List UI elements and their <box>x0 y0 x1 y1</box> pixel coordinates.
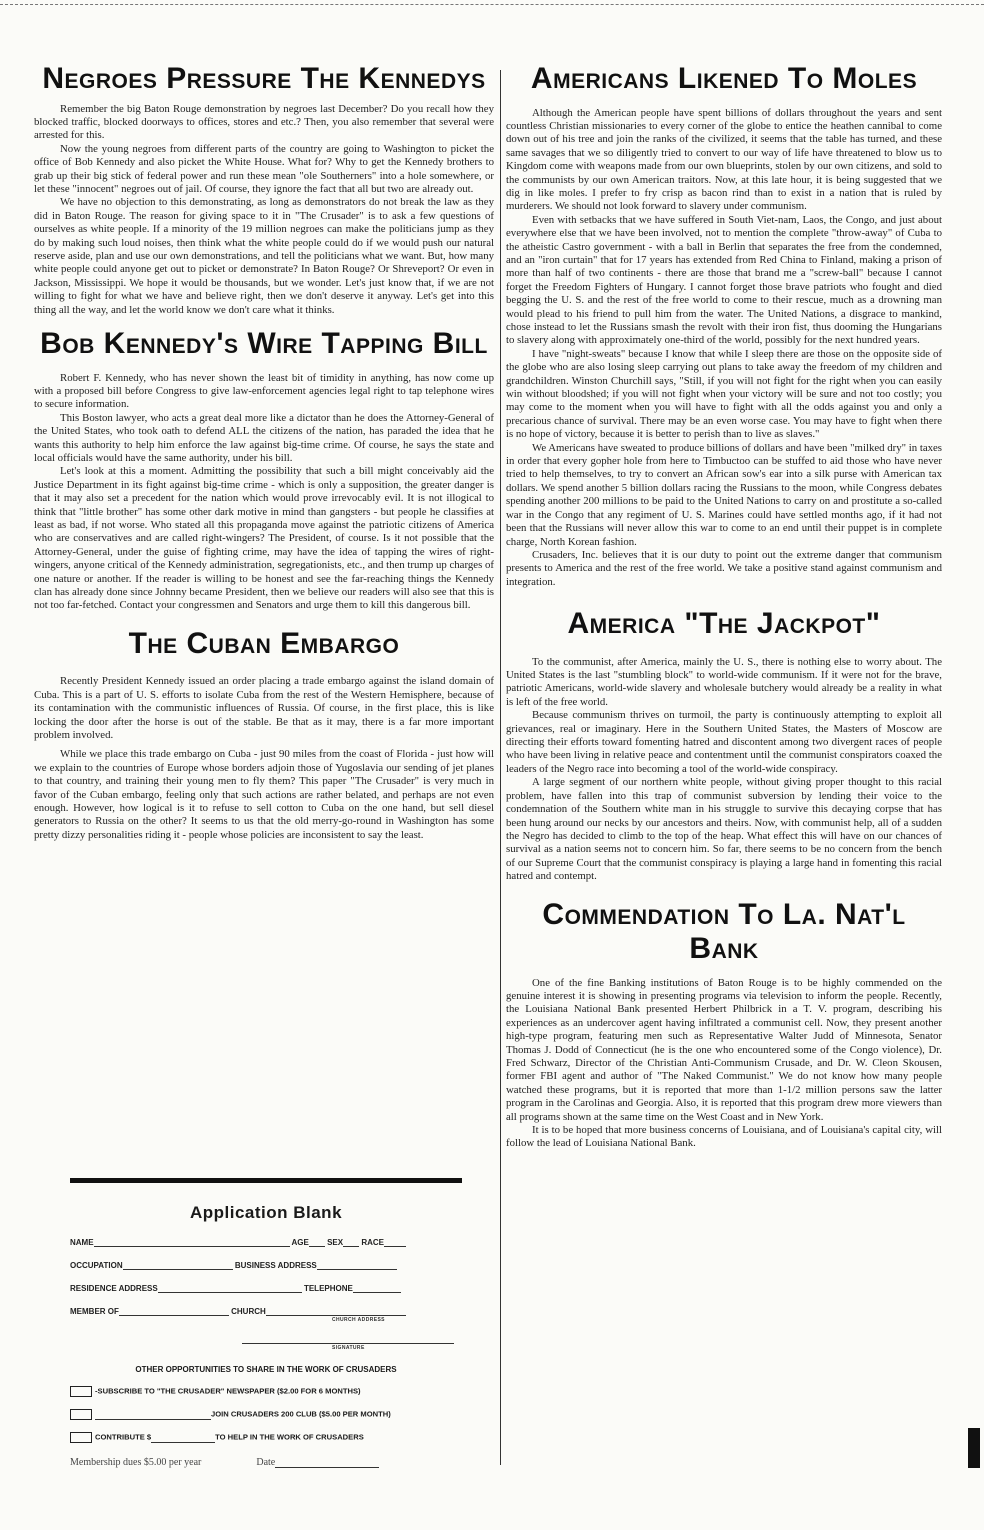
join-club-field[interactable] <box>95 1411 211 1420</box>
right-column <box>506 62 942 1151</box>
signature-line[interactable] <box>242 1337 454 1344</box>
age-field[interactable] <box>309 1237 325 1247</box>
telephone-label: TELEPHONE <box>303 1284 353 1293</box>
jackpot-paragraph: A large segment of our northern white people, without giving proper thought to this racial problem, have fallen into this trap of communist subversion by lending their voice to the condemnation of the Southern white man in his struggle to survive this decaying corpse that has been hung around our necks by our ancestors and theirs. Now, with communist help, all of a sudden the Negro has decided to climb to the top of the heap. What effect this will have on our chances of survival as a nation seems not to concern him. So far, there seems to be no concern from the bench of our Supreme Court that the communist conspiracy is playing a large hand in fomenting this racial hatred and contempt. <box>506 776 942 883</box>
contribute-field[interactable] <box>151 1434 215 1443</box>
moles-paragraph: I have "night-sweats" because I know that while I sleep there are those on the opposite side of the globe who are also losing sleep carrying out plans to take away the freedom of my children and grandchildren. Winston Churchill says, "Still, if you will not fight for the right when you can easily win without bloodshed; if you will not fight when your victory will be sure and not too costly; you may come to the moment when you will have to fight with all the odds against you and only a precarious chance of survival. There may be an even worse case. You may have to fight when there is no hope of victory, because it is better to perish than to live as slaves." <box>506 347 942 441</box>
name-field[interactable] <box>94 1237 290 1247</box>
signature-caption: SIGNATURE <box>332 1345 365 1351</box>
bank-paragraph: One of the fine Banking institutions of Baton Rouge is to be highly commended on the genuine interest it is showing in presenting programs via television to inform the people. Recently, the Louisiana National Bank presented Herbert Philbrick in a T. V. program, describing his experiences as an undercover agent having infiltrated a communist cell. Now, they present another high-type program, featuring men such as Representative Walter Judd of Minnesota, Senator Thomas J. Dodd of Connecticut (he is the one who encountered some of the Congo violence), Dr. Fred Schwarz, Director of the Christian Anti-Communism Crusade, and Dr. W. Cleon Skousen, former FBI agent and author of "The Naked Communist." We do not know how many people watched these programs, but it is reported that more than 1-1/2 million persons saw the latter program in the Carolinas and Georgia. Also, it is reported that this program drew more viewers than all programs shown at the same time on the West Coast and in New York. <box>506 976 942 1123</box>
opportunities-heading: OTHER OPPORTUNITIES TO SHARE IN THE WORK OF CRUSADERS <box>135 1365 397 1374</box>
cuban-paragraph: Recently President Kennedy issued an order placing a trade embargo against the island domain of Cuba. This is a part of U. S. efforts to isolate Cuba from the rest of the Western Hemisphere, because of its contamination with the communistic influences of Russia. Of course, in the first place, this is like locking the door after the horse is out of the stable. Be that as it may, there is a far more important problem involved. <box>34 675 494 741</box>
moles-paragraph: We Americans have sweated to produce billions of dollars and have been "milked dry" in taxes in order that every gopher hole from here to Timbuctoo can be stuffed to aid those who have never tried to help themselves, to try to convert an African sow's ear into a silk purse with American tax dollars. We spend another 5 billion dollars racing the Russians to the moon, while Congress debates spending another 200 millions to be paid to the United Nations to carry on and prostitute a so-called war in the Congo that any regiment of U. S. Marines could have settled months ago, if it had not been that the Russians will never allow this war to come to an end until their puppet is in complete charge, North Korean fashion. <box>506 441 943 548</box>
date-field[interactable] <box>275 1459 379 1468</box>
residence-row <box>70 1283 462 1293</box>
residence-address-label: RESIDENCE ADDRESS <box>70 1284 158 1293</box>
subscribe-option <box>70 1386 462 1397</box>
jackpot-paragraph: Because communism thrives on turmoil, the party is continuously attempting to exploit all grievances, real or imaginary. Here in the Southern United States, the Masters of Moscow are directing their efforts toward fomenting hatred and discontent among two divergent races of people who have been living in relative peace and contentment until the communist conspirators coaxed the leaders of the Negro race into becoming a tool of the world-wide conspiracy. <box>506 709 942 775</box>
wiretap-paragraph: Robert F. Kennedy, who has never shown the least bit of timidity in anything, has now come up with a proposed bill before Congress to give law-enforcement agencies legal right to tap telephone wires to secure information. <box>34 371 494 411</box>
top-border <box>0 4 984 5</box>
contribute-checkbox[interactable] <box>70 1432 92 1443</box>
member-of-label: MEMBER OF <box>70 1307 119 1316</box>
sex-label: SEX <box>327 1238 344 1247</box>
church-address-caption: CHURCH ADDRESS <box>332 1317 385 1323</box>
name-row <box>70 1237 462 1247</box>
dues-row <box>70 1457 462 1468</box>
subscribe-label: -SUBSCRIBE TO "THE CRUSADER" NEWSPAPER ($2.00 FOR 6 MONTHS) <box>95 1386 361 1396</box>
jackpot-paragraph: To the communist, after America, mainly the U. S., there is nothing else to worry about. The United States is the last "stumbling block" to world-wide communism. If it were not for the brave, patriotic Americans, world-wide slavery and wholesale butchery would already be a reality in what is left of the free world. <box>506 655 942 708</box>
occupation-field[interactable] <box>123 1260 233 1270</box>
contribute-option <box>70 1432 462 1443</box>
cuban-paragraph: While we place this trade embargo on Cuba - just 90 miles from the coast of Florida - just how will we explain to the countries of Europe whose borders adjoin those of Yugoslavia our sending of jet planes to that country, and training their young men to fly them? This paper "The Crusader" is very much in favor of the Cuban embargo, feeling only that such actions are rather belated, and perhaps are not even enough. However, how logical is it to refuse to sell cotton to Cuba on the one hand, but sell diesel generators to Russia on the other? It seems to us that the old merry-go-round in Washington has some pretty dizzy personalities riding it - people whose policies are inconsistent to say the least. <box>34 748 494 841</box>
column-divider <box>500 70 501 1465</box>
business-address-field[interactable] <box>317 1260 397 1270</box>
race-label: RACE <box>361 1238 384 1247</box>
join-club-checkbox[interactable] <box>70 1409 92 1420</box>
sex-field[interactable] <box>343 1237 359 1247</box>
contribute-label: CONTRIBUTE $ <box>95 1432 152 1442</box>
occupation-row <box>70 1260 462 1270</box>
church-label: CHURCH <box>231 1307 266 1316</box>
wiretap-paragraph: Let's look at this a moment. Admitting the possibility that such a bill might conceivably aid the Justice Department in its fight against big-time crime - which is only a supposition, the greater danger is that it may also set a precedent for the nation which would prove irrevocably evil. It is not illogical to think that "little brother" has some other dark motive in mind than gangsters - but people he classifies at least as bad, if not worse. Who stated all this propaganda move against the patriotic citizens of America who are conservatives and are called right-wingers? The President, of course. Is it not possible that the Attorney-General, under the guise of fighting crime, may have the idea of tapping the wires of right-wingers, anyone critical of the Kennedy administration, segregationists, etc., and then trump up charges of one nature or another. If the reader is willing to be honest and see the far-reaching things the Kennedy clan has already done since Johnny became President, then we believe our readers will also see that this is not too far-fetched. Contact your congressmen and Senators and urge them to kill this dangerous bill. <box>34 465 494 612</box>
wiretap-paragraph: This Boston lawyer, who acts a great deal more like a dictator than he does the Attorney-General of the United States, who took oath to defend ALL the citizens of the nation, has paraded the idea that he wants this authority to help him enforce the law against big-time crime. Of course, he says the state and local officials would have the same authority, under his bill. <box>34 411 494 464</box>
edge-marker <box>968 1428 980 1468</box>
contribute-suffix: TO HELP IN THE WORK OF CRUSADERS <box>215 1432 364 1442</box>
headline-moles: Americans Likened To Moles <box>530 62 918 95</box>
application-title: Application Blank <box>189 1203 343 1222</box>
headline-bank: Commendation To La. Nat'l Bank <box>542 897 906 966</box>
subscribe-checkbox[interactable] <box>70 1386 92 1397</box>
moles-paragraph: Although the American people have spent billions of dollars throughout the years and sent countless Christian missionaries to every corner of the globe to entice the heathen cannibal to come down out of his tree and join the ranks of the civilized, it seems that the table has turned, and these same savages that we so diligently tried to convert to our way of life have threatened to blow us to Kingdom come with weapons made from our own blueprints, stolen by our own citizens, and sold to the communists by our own American traitors. Now, at this late hour, it is being suggested that we dig in like moles. I prefer to fry crisp as bacon rind than to exist in a nation that is ruled by murderers. We should not look forward to slavery under communism. <box>506 106 942 213</box>
member-of-field[interactable] <box>119 1306 229 1316</box>
application-blank <box>70 1178 462 1483</box>
bank-paragraph: It is to be hoped that more business concerns of Louisiana, and of Louisiana's capital city, will follow the lead of Louisiana National Bank. <box>506 1124 942 1150</box>
occupation-label: OCCUPATION <box>70 1261 123 1270</box>
name-label: NAME <box>70 1238 94 1247</box>
telephone-field[interactable] <box>353 1283 401 1293</box>
member-row <box>70 1306 462 1316</box>
negroes-paragraph: We have no objection to this demonstrating, as long as demonstrators do not break the law as they did in Baton Rouge. The reason for giving space to it in "The Crusader" is to ask a few questions of ourselves as white people. If a minority of the 19 million negroes can make the politicians jump as they do by making such loud noises, then think what the white people could do if we would push our natural reserve aside, plan and use our own demonstrations, and tell the politicians what we want. But, how many white people could anyone get out to picket or demonstrate? In Baton Rouge? Or Shreveport? Or even in Jackson, Mississippi. We hope it would be thousands, but we wonder. Let's just know that, if we are not willing to fight for what we have and believe right, then we don't deserve it anyway. Let's get into this thing all the way, and let the world know we don't care what it thinks. <box>34 196 494 316</box>
dues-text: Membership dues $5.00 per year <box>70 1457 202 1468</box>
date-label: Date <box>256 1457 276 1468</box>
headline-jackpot: America "The Jackpot" <box>567 607 881 641</box>
left-column <box>34 62 494 842</box>
join-club-label: JOIN CRUSADERS 200 CLUB ($5.00 PER MONTH) <box>211 1409 391 1419</box>
moles-paragraph: Crusaders, Inc. believes that it is our duty to point out the extreme danger that communism presents to America and the rest of the free world. We take a positive stand against communism and integration. <box>506 548 942 588</box>
moles-paragraph: Even with setbacks that we have suffered in South Viet-nam, Laos, the Congo, and just about everywhere else that we have been involved, not to mention the complete "throw-away" of Cuba to the atheistic Castro government - with a ball in Berlin that separates the free from the condemned, and an "iron curtain" that for 17 years has extended from Red China to Finland, making a prison of more than half of two continents - there are those that brand me a "screw-ball" because I cannot forget the Freedom Fighters of Hungary. I cannot forget those brave patriots who fought and died begging the U. S. and the rest of the free world to come to their rescue, much as a drowning man would plead to his friend to pull him from the water. The United Nations, a disgrace to mankind, chose instead to let the Russians smash the revolt with their iron fist, thus dooming the Hungarians to slavery along with approximately one-third of the world, possibly for the next hundred years. <box>506 213 942 347</box>
negroes-paragraph: Now the young negroes from different parts of the country are going to Washington to picket the office of Bob Kennedy and also picket the White House. What for? Why to get the Kennedy brothers to grab up their big stick of federal power and run these mean "ole Southerners" into a hole somewhere, or let these "innocent" negroes out of jail. Of course, they ignore the fact that all but two are already out. <box>34 142 494 195</box>
negroes-paragraph: Remember the big Baton Rouge demonstration by negroes last December? Do you recall how they blocked traffic, blocked doorways to offices, stores and etc.? Then, you also remember that several were arrested for this. <box>34 102 494 142</box>
headline-cuban: The Cuban Embargo <box>128 626 400 660</box>
age-label: AGE <box>291 1238 309 1247</box>
headline-wiretap: Bob Kennedy's Wire Tapping Bill <box>40 327 488 360</box>
headline-negroes: Negroes Pressure The Kennedys <box>42 62 486 95</box>
join-club-option <box>70 1409 462 1420</box>
race-field[interactable] <box>384 1237 406 1247</box>
business-address-label: BUSINESS ADDRESS <box>234 1261 317 1270</box>
church-field[interactable] <box>266 1306 406 1316</box>
residence-address-field[interactable] <box>158 1283 302 1293</box>
